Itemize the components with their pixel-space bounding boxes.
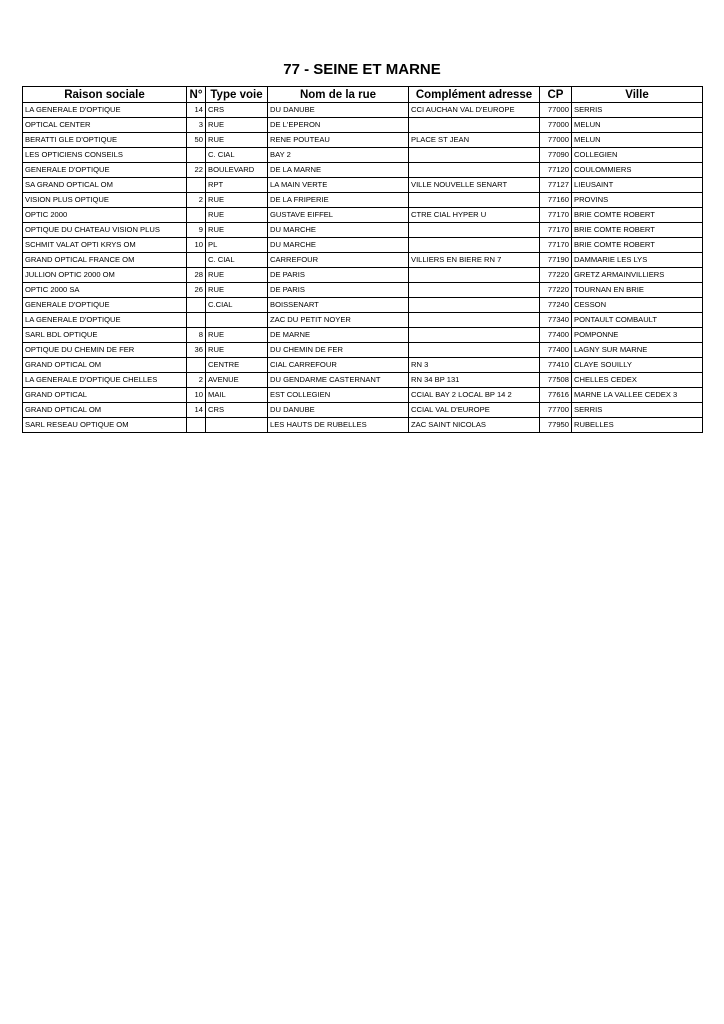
cell-numero — [187, 253, 206, 268]
cell-numero: 9 — [187, 223, 206, 238]
cell-numero: 22 — [187, 163, 206, 178]
cell-complement: ZAC SAINT NICOLAS — [409, 418, 540, 433]
table-row — [23, 268, 703, 283]
cell-type-voie: RUE — [206, 193, 268, 208]
cell-raison-sociale: LA GENERALE D'OPTIQUE — [23, 313, 187, 328]
cell-ville: MELUN — [572, 118, 703, 133]
cell-type-voie: RPT — [206, 178, 268, 193]
cell-ville: COULOMMIERS — [572, 163, 703, 178]
table-row — [23, 208, 703, 223]
cell-complement: CCIAL VAL D'EUROPE — [409, 403, 540, 418]
cell-raison-sociale: GRAND OPTICAL OM — [23, 358, 187, 373]
table-row — [23, 343, 703, 358]
cell-raison-sociale: VISION PLUS OPTIQUE — [23, 193, 187, 208]
cell-ville: CLAYE SOUILLY — [572, 358, 703, 373]
table-row — [23, 133, 703, 148]
cell-numero: 14 — [187, 103, 206, 118]
cell-numero — [187, 418, 206, 433]
cell-nom-rue: CARREFOUR — [268, 253, 409, 268]
table-body — [23, 103, 703, 433]
cell-complement: VILLIERS EN BIERE RN 7 — [409, 253, 540, 268]
cell-numero: 8 — [187, 328, 206, 343]
cell-type-voie: C. CIAL — [206, 148, 268, 163]
cell-ville: PROVINS — [572, 193, 703, 208]
cell-cp: 77127 — [540, 178, 572, 193]
table-row — [23, 373, 703, 388]
cell-complement — [409, 283, 540, 298]
cell-type-voie: AVENUE — [206, 373, 268, 388]
cell-type-voie: RUE — [206, 223, 268, 238]
cell-nom-rue: BOISSENART — [268, 298, 409, 313]
cell-cp: 77000 — [540, 103, 572, 118]
cell-ville: DAMMARIE LES LYS — [572, 253, 703, 268]
cell-cp: 77508 — [540, 373, 572, 388]
cell-type-voie: RUE — [206, 133, 268, 148]
cell-type-voie: RUE — [206, 328, 268, 343]
cell-ville: BRIE COMTE ROBERT — [572, 223, 703, 238]
cell-cp: 77190 — [540, 253, 572, 268]
cell-raison-sociale: GRAND OPTICAL — [23, 388, 187, 403]
cell-numero: 2 — [187, 193, 206, 208]
cell-numero: 36 — [187, 343, 206, 358]
cell-ville: MELUN — [572, 133, 703, 148]
cell-ville: COLLEGIEN — [572, 148, 703, 163]
cell-ville: TOURNAN EN BRIE — [572, 283, 703, 298]
cell-complement — [409, 268, 540, 283]
cell-cp: 77000 — [540, 133, 572, 148]
cell-type-voie — [206, 418, 268, 433]
cell-ville: LIEUSAINT — [572, 178, 703, 193]
cell-cp: 77410 — [540, 358, 572, 373]
cell-complement: RN 3 — [409, 358, 540, 373]
cell-nom-rue: DE LA FRIPERIE — [268, 193, 409, 208]
table-row — [23, 403, 703, 418]
table-row — [23, 358, 703, 373]
cell-type-voie: CRS — [206, 103, 268, 118]
cell-complement: PLACE ST JEAN — [409, 133, 540, 148]
cell-complement: VILLE NOUVELLE SENART — [409, 178, 540, 193]
cell-raison-sociale: GRAND OPTICAL OM — [23, 403, 187, 418]
cell-complement: CTRE CIAL HYPER U — [409, 208, 540, 223]
table-row — [23, 418, 703, 433]
cell-cp: 77220 — [540, 268, 572, 283]
cell-ville: SERRIS — [572, 403, 703, 418]
cell-cp: 77400 — [540, 343, 572, 358]
table-row — [23, 328, 703, 343]
cell-cp: 77616 — [540, 388, 572, 403]
cell-nom-rue: RENE POUTEAU — [268, 133, 409, 148]
cell-cp: 77170 — [540, 223, 572, 238]
cell-cp: 77170 — [540, 208, 572, 223]
column-header-numero: N° — [187, 87, 206, 103]
cell-nom-rue: GUSTAVE EIFFEL — [268, 208, 409, 223]
cell-numero — [187, 208, 206, 223]
table-row — [23, 313, 703, 328]
column-header-type-voie: Type voie — [206, 87, 268, 103]
cell-numero — [187, 313, 206, 328]
cell-ville: CESSON — [572, 298, 703, 313]
cell-numero: 10 — [187, 238, 206, 253]
cell-raison-sociale: JULLION OPTIC 2000 OM — [23, 268, 187, 283]
table-row — [23, 388, 703, 403]
cell-raison-sociale: OPTIC 2000 SA — [23, 283, 187, 298]
table-row — [23, 283, 703, 298]
cell-type-voie: MAIL — [206, 388, 268, 403]
cell-ville: PONTAULT COMBAULT — [572, 313, 703, 328]
cell-complement — [409, 298, 540, 313]
cell-cp: 77170 — [540, 238, 572, 253]
cell-raison-sociale: OPTICAL CENTER — [23, 118, 187, 133]
cell-type-voie: C.CIAL — [206, 298, 268, 313]
cell-ville: LAGNY SUR MARNE — [572, 343, 703, 358]
cell-complement: CCIAL BAY 2 LOCAL BP 14 2 — [409, 388, 540, 403]
table-row — [23, 223, 703, 238]
cell-raison-sociale: OPTIC 2000 — [23, 208, 187, 223]
cell-nom-rue: LES HAUTS DE RUBELLES — [268, 418, 409, 433]
cell-cp: 77000 — [540, 118, 572, 133]
page-title: 77 - SEINE ET MARNE — [283, 61, 441, 78]
cell-numero: 2 — [187, 373, 206, 388]
cell-nom-rue: DU DANUBE — [268, 103, 409, 118]
cell-numero — [187, 148, 206, 163]
cell-ville: RUBELLES — [572, 418, 703, 433]
cell-numero: 26 — [187, 283, 206, 298]
cell-numero — [187, 358, 206, 373]
cell-raison-sociale: LA GENERALE D'OPTIQUE — [23, 103, 187, 118]
cell-complement — [409, 148, 540, 163]
cell-type-voie: RUE — [206, 283, 268, 298]
column-header-ville: Ville — [572, 87, 703, 103]
cell-cp: 77120 — [540, 163, 572, 178]
cell-ville: MARNE LA VALLEE CEDEX 3 — [572, 388, 703, 403]
cell-complement — [409, 223, 540, 238]
cell-complement — [409, 343, 540, 358]
cell-ville: CHELLES CEDEX — [572, 373, 703, 388]
cell-numero: 28 — [187, 268, 206, 283]
cell-ville: BRIE COMTE ROBERT — [572, 238, 703, 253]
cell-complement: RN 34 BP 131 — [409, 373, 540, 388]
cell-ville: POMPONNE — [572, 328, 703, 343]
table-row — [23, 298, 703, 313]
cell-type-voie: PL — [206, 238, 268, 253]
cell-nom-rue: DE L'EPERON — [268, 118, 409, 133]
table-row — [23, 148, 703, 163]
cell-type-voie: BOULEVARD — [206, 163, 268, 178]
cell-raison-sociale: LA GENERALE D'OPTIQUE CHELLES — [23, 373, 187, 388]
cell-type-voie: RUE — [206, 268, 268, 283]
cell-nom-rue: DU GENDARME CASTERNANT — [268, 373, 409, 388]
column-header-cp: CP — [540, 87, 572, 103]
cell-type-voie: CRS — [206, 403, 268, 418]
cell-numero: 50 — [187, 133, 206, 148]
table-row — [23, 103, 703, 118]
table-row — [23, 193, 703, 208]
cell-nom-rue: LA MAIN VERTE — [268, 178, 409, 193]
cell-cp: 77090 — [540, 148, 572, 163]
cell-type-voie — [206, 313, 268, 328]
cell-cp: 77240 — [540, 298, 572, 313]
cell-ville: BRIE COMTE ROBERT — [572, 208, 703, 223]
cell-complement — [409, 238, 540, 253]
table-row — [23, 118, 703, 133]
cell-cp: 77340 — [540, 313, 572, 328]
cell-raison-sociale: SARL RESEAU OPTIQUE OM — [23, 418, 187, 433]
table-header-row — [23, 87, 703, 103]
cell-raison-sociale: OPTIQUE DU CHEMIN DE FER — [23, 343, 187, 358]
cell-nom-rue: DU DANUBE — [268, 403, 409, 418]
cell-complement: CCI AUCHAN VAL D'EUROPE — [409, 103, 540, 118]
cell-raison-sociale: GENERALE D'OPTIQUE — [23, 298, 187, 313]
cell-raison-sociale: OPTIQUE DU CHATEAU VISION PLUS — [23, 223, 187, 238]
cell-nom-rue: ZAC DU PETIT NOYER — [268, 313, 409, 328]
cell-raison-sociale: GENERALE D'OPTIQUE — [23, 163, 187, 178]
cell-numero — [187, 298, 206, 313]
column-header-nom-rue: Nom de la rue — [268, 87, 409, 103]
cell-cp: 77400 — [540, 328, 572, 343]
cell-nom-rue: BAY 2 — [268, 148, 409, 163]
cell-nom-rue: DE PARIS — [268, 283, 409, 298]
cell-type-voie: C. CIAL — [206, 253, 268, 268]
table-row — [23, 238, 703, 253]
cell-nom-rue: EST COLLEGIEN — [268, 388, 409, 403]
opticians-table — [22, 86, 703, 433]
cell-nom-rue: DU MARCHE — [268, 238, 409, 253]
cell-nom-rue: DE MARNE — [268, 328, 409, 343]
cell-raison-sociale: LES OPTICIENS CONSEILS — [23, 148, 187, 163]
column-header-raison-sociale: Raison sociale — [23, 87, 187, 103]
cell-numero — [187, 178, 206, 193]
cell-nom-rue: DE PARIS — [268, 268, 409, 283]
cell-complement — [409, 193, 540, 208]
table-row — [23, 163, 703, 178]
cell-cp: 77160 — [540, 193, 572, 208]
cell-complement — [409, 328, 540, 343]
cell-ville: GRETZ ARMAINVILLIERS — [572, 268, 703, 283]
table-row — [23, 178, 703, 193]
cell-nom-rue: DU MARCHE — [268, 223, 409, 238]
cell-complement — [409, 118, 540, 133]
cell-numero: 3 — [187, 118, 206, 133]
cell-complement — [409, 163, 540, 178]
cell-type-voie: RUE — [206, 208, 268, 223]
cell-raison-sociale: SARL BDL OPTIQUE — [23, 328, 187, 343]
cell-nom-rue: DE LA MARNE — [268, 163, 409, 178]
cell-ville: SERRIS — [572, 103, 703, 118]
cell-cp: 77220 — [540, 283, 572, 298]
cell-cp: 77700 — [540, 403, 572, 418]
cell-raison-sociale: SCHMIT VALAT OPTI KRYS OM — [23, 238, 187, 253]
cell-cp: 77950 — [540, 418, 572, 433]
cell-type-voie: RUE — [206, 118, 268, 133]
table-row — [23, 253, 703, 268]
cell-nom-rue: DU CHEMIN DE FER — [268, 343, 409, 358]
cell-numero: 14 — [187, 403, 206, 418]
cell-nom-rue: CIAL CARREFOUR — [268, 358, 409, 373]
cell-numero: 10 — [187, 388, 206, 403]
cell-raison-sociale: GRAND OPTICAL FRANCE OM — [23, 253, 187, 268]
column-header-complement: Complément adresse — [409, 87, 540, 103]
cell-raison-sociale: BERATTI GLE D'OPTIQUE — [23, 133, 187, 148]
cell-type-voie: RUE — [206, 343, 268, 358]
cell-type-voie: CENTRE — [206, 358, 268, 373]
cell-raison-sociale: SA GRAND OPTICAL OM — [23, 178, 187, 193]
cell-complement — [409, 313, 540, 328]
